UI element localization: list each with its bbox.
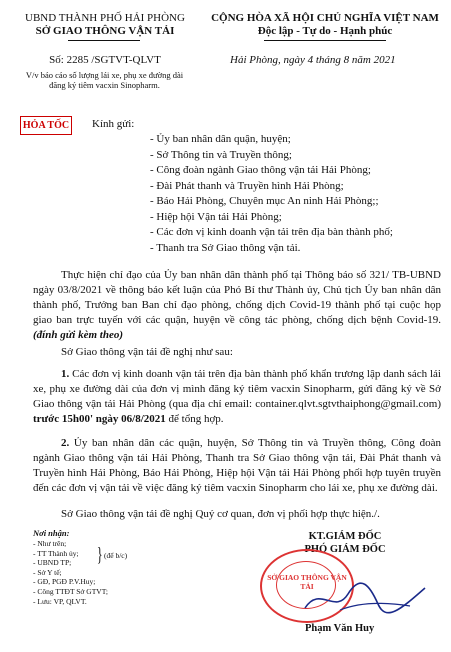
recipient-item: - Ủy ban nhân dân quận, huyện; — [150, 133, 291, 145]
signature-authority: KT.GIÁM ĐỐC — [308, 531, 382, 542]
recipient-item: - Hiệp hội Vận tải Hải Phòng; — [150, 210, 282, 223]
salutation: Kính gửi: — [92, 118, 135, 130]
distribution-item: - GĐ, PGĐ P.V.Huy; — [33, 577, 96, 587]
recipient-item: - Sở Thông tin và Truyền thông; — [150, 148, 292, 161]
deadline-text: trước 15h00' ngày 06/8/2021 — [33, 413, 166, 425]
distribution-item: - Lưu: VP, QLVT. — [33, 596, 87, 606]
body-paragraph-5: Sở Giao thông vận tải đề nghị Quý cơ quan, đơn vị phối hợp thực hiện./. — [61, 508, 380, 520]
distribution-title: Nơi nhận: — [33, 528, 70, 538]
urgent-stamp: HỎA TỐC — [20, 116, 72, 135]
issuer-name: SỞ GIAO THÔNG VẬN TẢI — [35, 25, 175, 37]
body-paragraph-1 — [33, 268, 441, 343]
distribution-list — [33, 539, 153, 606]
brace-note: (để b/c) — [104, 551, 128, 560]
issuer-parent: UBND THÀNH PHỐ HẢI PHÒNG — [25, 12, 185, 24]
date-line: Hải Phòng, ngày 4 tháng 8 năm 2021 — [230, 54, 396, 66]
recipient-item: - Thanh tra Sở Giao thông vận tải. — [150, 241, 301, 254]
motto-underline — [264, 40, 386, 41]
national-heading — [205, 12, 445, 38]
attachment-note: (đính gửi kèm theo) — [33, 329, 124, 341]
brace-icon: } — [96, 544, 103, 566]
body-paragraph-3 — [33, 367, 441, 427]
handwritten-signature — [300, 580, 430, 618]
document-number: Số: 2285 /SGTVT-QLVT — [49, 54, 161, 66]
distribution-item: - Như trên; — [33, 539, 67, 548]
signature-position: PHÓ GIÁM ĐỐC — [304, 544, 386, 555]
distribution-item: - Công TTĐT Sở GTVT; — [33, 586, 108, 596]
signer-name: Phạm Văn Huy — [305, 623, 375, 634]
national-motto: Độc lập - Tự do - Hạnh phúc — [257, 25, 393, 37]
nation-title: CỘNG HÒA XÃ HỘI CHỦ NGHĨA VIỆT NAM — [211, 12, 439, 24]
distribution-item: - TT Thành ủy; — [33, 548, 79, 558]
recipient-item: - Các đơn vị kinh doanh vận tải trên địa bàn thành phố; — [150, 226, 393, 238]
body-paragraph-2: Sở Giao thông vận tải đề nghị như sau: — [61, 346, 233, 358]
issuer-block — [10, 12, 200, 38]
paragraph-text-tail: để tổng hợp. — [165, 413, 224, 425]
recipient-item: - Báo Hải Phòng, Chuyên mục An ninh Hải Phòng;; — [150, 195, 379, 207]
distribution-item: - Sở Y tế; — [33, 567, 62, 577]
item-number: 2. — [61, 437, 70, 449]
paragraph-text: Thực hiện chỉ đạo của Ủy ban nhân dân thành phố tại Thông báo số 321/ TB-UBND ngày 03/8/2021 về thông báo kết luận của Phó Bí thư Thành ủy, Chủ tịch Ủy ban nhân dân thành phố, Trưởng ban Ban chỉ đạo phòng, chống dịch Covid-19 thành phố tại cuộc họp giao ban trực tuyến với các quận, huyện về công tác phòng, chống dịch bệnh Covid-19. — [33, 269, 441, 326]
document-subject: V/v báo cáo số lượng lái xe, phụ xe đường dài đăng ký tiêm vacxin Sinopharm. — [25, 70, 184, 90]
item-number: 1. — [61, 368, 70, 380]
issuer-underline — [68, 40, 140, 41]
recipient-list — [150, 132, 440, 256]
recipient-item: - Công đoàn ngành Giao thông vận tải Hải Phòng; — [150, 164, 371, 176]
signature-title-block — [245, 530, 445, 556]
seal-text: SỞ GIAO THÔNG VẬN TẢI — [267, 573, 347, 591]
paragraph-text: Ủy ban nhân dân các quận, huyện, Sở Thông tin và Truyền thông, Công đoàn ngành Giao thông vận tải Hải Phòng, Thanh tra Sở Giao thông vận tải, Đài Phát thanh và Truyền hình Hải Phòng, Báo Hải Phòng, Hiệp hội Vận tải Hải Phòng phối hợp tuyên truyền đến các đơn vị vận tải về việc đăng ký tiêm vacxin Sinopharm cho lái xe, phụ xe đường dài. — [33, 437, 441, 494]
distribution-item: - UBND TP; — [33, 558, 72, 568]
paragraph-text: Các đơn vị kinh doanh vận tải trên địa bàn thành phố khẩn trương lập danh sách lái xe, phụ xe đường dài của đơn vị mình đăng ký tiêm vacxin Sinopharm, gửi đăng ký về Sở Giao thông vận tải Hải Phòng (qua địa chỉ email: container.qlvt.sgtvthaiphong@gmail.com) — [33, 368, 441, 410]
body-paragraph-4 — [33, 436, 441, 496]
recipient-item: - Đài Phát thanh và Truyền hình Hải Phòng; — [150, 179, 344, 192]
